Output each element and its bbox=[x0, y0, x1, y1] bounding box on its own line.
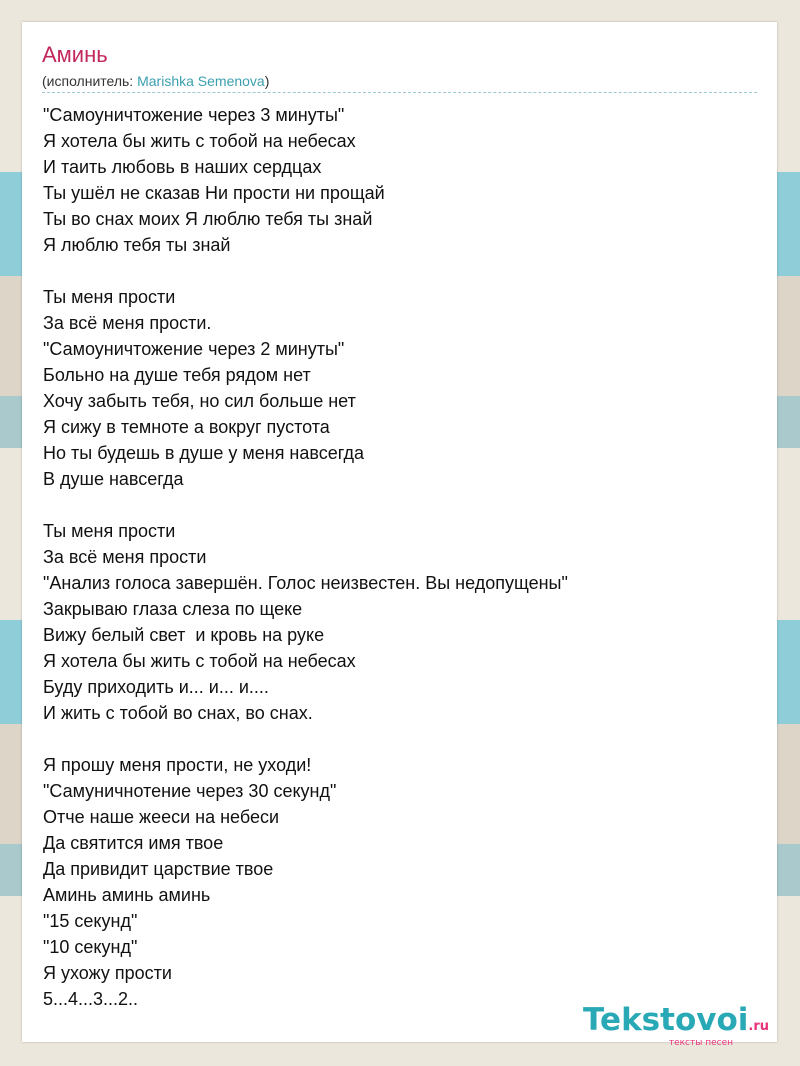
site-logo[interactable] bbox=[583, 1002, 769, 1048]
lyric-line: Я сижу в темноте а вокруг пустота bbox=[43, 417, 330, 437]
lyric-line: Но ты будешь в душе у меня навсегда bbox=[43, 443, 365, 463]
lyric-line: "15 секунд" bbox=[43, 911, 138, 931]
logo-tagline: тексты песен bbox=[668, 1038, 733, 1048]
lyric-line: Я хотела бы жить с тобой на небесах bbox=[43, 651, 356, 671]
lyric-line: "Самоуничтожение через 2 минуты" bbox=[43, 339, 345, 359]
lyric-line: Я хотела бы жить с тобой на небесах bbox=[43, 131, 356, 151]
divider bbox=[42, 92, 757, 93]
lyric-line: Ты во снах моих Я люблю тебя ты знай bbox=[43, 209, 373, 229]
song-title: Аминь bbox=[42, 42, 108, 67]
lyric-line bbox=[43, 492, 743, 518]
lyrics-card bbox=[22, 22, 777, 1048]
lyric-line: И таить любовь в наших сердцах bbox=[43, 157, 322, 177]
lyric-line: Да привидит царствие твое bbox=[43, 859, 274, 879]
lyric-line: Больно на душе тебя рядом нет bbox=[43, 365, 311, 385]
lyric-line: "Анализ голоса завершён. Голос неизвестен. Вы недопущены" bbox=[43, 573, 568, 593]
lyric-line: "Самуничнотение через 30 секунд" bbox=[43, 781, 337, 801]
logo-tld: .ru bbox=[748, 1019, 769, 1034]
lyric-line: И жить с тобой во снах, во снах. bbox=[43, 703, 313, 723]
lyric-line: Ты ушёл не сказав Ни прости ни прощай bbox=[43, 183, 385, 203]
lyric-line: Закрываю глаза слеза по щеке bbox=[43, 599, 303, 619]
lyric-line bbox=[43, 258, 743, 284]
lyric-line: Отче наше жееси на небеси bbox=[43, 807, 280, 827]
artist-link[interactable]: Marishka Semenova bbox=[137, 73, 265, 89]
lyric-line: 5...4...3...2.. bbox=[43, 989, 139, 1009]
lyric-line: За всё меня прости. bbox=[43, 313, 212, 333]
lyric-line: "Самоуничтожение через 3 минуты" bbox=[43, 105, 345, 125]
lyric-line: Ты меня прости bbox=[43, 521, 176, 541]
logo-name: Tekstovoi bbox=[583, 1002, 749, 1038]
lyrics-text bbox=[43, 102, 743, 1012]
lyric-line: Я люблю тебя ты знай bbox=[43, 235, 231, 255]
lyric-line: В душе навсегда bbox=[43, 469, 184, 489]
lyric-line bbox=[43, 726, 743, 752]
lyric-line: Аминь аминь аминь bbox=[43, 885, 211, 905]
lyric-line: За всё меня прости bbox=[43, 547, 207, 567]
artist-prefix: (исполнитель: bbox=[42, 73, 138, 89]
artist-line bbox=[42, 73, 269, 89]
lyric-line: Я прошу меня прости, не уходи! bbox=[43, 755, 312, 775]
lyric-line: Я ухожу прости bbox=[43, 963, 172, 983]
lyric-line: Буду приходить и... и... и.... bbox=[43, 677, 269, 697]
artist-suffix: ) bbox=[264, 73, 270, 89]
lyric-line: Хочу забыть тебя, но сил больше нет bbox=[43, 391, 356, 411]
lyric-line: Да святится имя твое bbox=[43, 833, 224, 853]
lyric-line: Вижу белый свет и кровь на руке bbox=[43, 625, 325, 645]
lyric-line: Ты меня прости bbox=[43, 287, 176, 307]
lyric-line: "10 секунд" bbox=[43, 937, 138, 957]
